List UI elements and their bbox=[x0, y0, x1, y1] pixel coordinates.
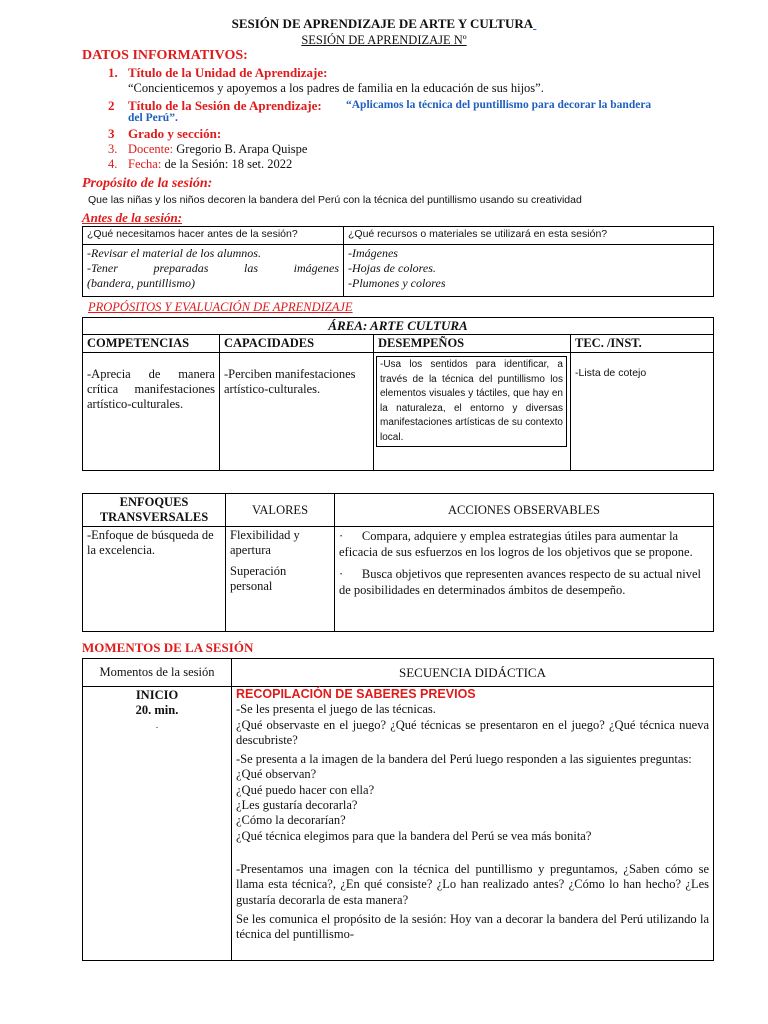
antes-col2-line: -Hojas de colores. bbox=[348, 261, 436, 275]
pregunta: ¿Les gustaría decorarla? bbox=[236, 798, 358, 813]
accion-text: Compara, adquiere y emplea estrategias útiles para aumentar la eficacia de sus esfuerzos en los logros de los objetivos que se propone. bbox=[339, 529, 693, 559]
accion-item bbox=[339, 566, 709, 598]
antes-col1-line: (bandera, puntillismo) bbox=[87, 276, 195, 290]
antes-col1-line: -Revisar el material de los alumnos. bbox=[87, 246, 261, 260]
pregunta: ¿Qué observan? bbox=[236, 767, 317, 782]
secuencia-paragraph: ¿Qué observaste en el juego? ¿Qué técnicas se presentaron en el juego? ¿Qué técnica nueva descubriste? bbox=[236, 717, 709, 747]
secuencia-paragraph: -Se presenta a la imagen de la bandera del Perú luego responden a las siguientes preguntas: bbox=[236, 752, 692, 767]
datos-item1-label: Título de la Unidad de Aprendizaje: bbox=[128, 65, 328, 80]
valor-item: Flexibilidad y apertura bbox=[230, 528, 300, 557]
bullet: · bbox=[339, 529, 344, 543]
antes-table bbox=[82, 226, 714, 297]
antes-heading: Antes de la sesión: bbox=[82, 210, 183, 225]
datos-item5 bbox=[128, 157, 292, 172]
col-capacidades: CAPACIDADES bbox=[220, 335, 374, 353]
momentos-heading: MOMENTOS DE LA SESIÓN bbox=[82, 640, 254, 655]
proposito-heading: Propósito de la sesión: bbox=[82, 176, 213, 191]
page-title-text: SESIÓN DE APRENDIZAJE DE ARTE Y CULTURA bbox=[231, 16, 534, 31]
saberes-previos-title: RECOPILACIÓN DE SABERES PREVIOS bbox=[236, 687, 476, 701]
datos-item1-value: “Concienticemos y apoyemos a los padres de familia en la educación de sus hijos”. bbox=[128, 81, 544, 95]
datos-item3-label: Grado y sección: bbox=[128, 126, 222, 141]
secuencia-paragraph: -Presentamos una imagen con la técnica del puntillismo y preguntamos, ¿Saben cómo se llama esta técnica?, ¿En qué consiste? ¿Lo han realizado antes? ¿Cómo lo han hecho? ¿Les gustaría decorarla de esta manera? bbox=[236, 861, 709, 907]
accion-item bbox=[339, 528, 709, 560]
bullet: · bbox=[339, 567, 344, 581]
accion-text: Busca objetivos que representen avances respecto de su actual nivel de posibilidades en determinados ámbitos de desempeño. bbox=[339, 567, 702, 597]
page-subtitle: SESIÓN DE APRENDIZAJE Nº bbox=[301, 33, 467, 47]
datos-item2-value-a: “Aplicamos la técnica del puntillismo para decorar la bandera bbox=[346, 99, 652, 111]
datos-item5-num: 4. bbox=[108, 157, 118, 171]
propositos-table bbox=[82, 317, 714, 471]
col-competencias: COMPETENCIAS bbox=[83, 335, 220, 353]
col-tec-inst: TEC. /INST. bbox=[571, 335, 714, 353]
col-momentos: Momentos de la sesión bbox=[83, 659, 232, 687]
desempeno-text: -Usa los sentidos para identificar, a través de la técnica del puntillismo los elementos visuales y táctiles, que hay en la naturaleza, el entorno y diversas manifestaciones artísticas de su contexto local. bbox=[376, 356, 567, 447]
inicio-time: 20. min. bbox=[135, 703, 179, 717]
col-acciones: ACCIONES OBSERVABLES bbox=[335, 494, 714, 527]
acciones-cell bbox=[335, 527, 714, 632]
secuencia-paragraph: -Se les presenta el juego de las técnicas. bbox=[236, 702, 436, 717]
datos-item3-num: 3 bbox=[108, 126, 115, 141]
antes-col2-head: ¿Qué recursos o materiales se utilizará en esta sesión? bbox=[344, 227, 714, 245]
docente-label: Docente: bbox=[128, 142, 174, 156]
datos-item4 bbox=[128, 142, 307, 157]
antes-col1-body bbox=[83, 245, 344, 297]
docente-value: Gregorio B. Arapa Quispe bbox=[176, 142, 308, 156]
col-enfoques: ENFOQUES TRANSVERSALES bbox=[83, 494, 226, 527]
pregunta: ¿Qué técnica elegimos para que la bandera del Perú se vea más bonita? bbox=[236, 828, 592, 843]
antes-col1-head: ¿Qué necesitamos hacer antes de la sesión? bbox=[83, 227, 344, 245]
competencia-cell: -Aprecia de manera crítica manifestaciones artístico-culturales. bbox=[83, 353, 220, 471]
tec-inst-cell: -Lista de cotejo bbox=[571, 353, 714, 471]
datos-item1-num: 1. bbox=[108, 65, 118, 80]
valor-item: Superación personal bbox=[230, 564, 287, 593]
inicio-dot: . bbox=[155, 720, 159, 730]
col-valores: VALORES bbox=[226, 494, 335, 527]
datos-item2-label: Título de la Sesión de Aprendizaje: bbox=[128, 98, 322, 113]
antes-col2-line: -Imágenes bbox=[348, 246, 398, 260]
enfoques-table bbox=[82, 493, 714, 632]
inicio-label: INICIO bbox=[135, 688, 179, 702]
area-title: ÁREA: ARTE CULTURA bbox=[83, 318, 714, 335]
momento-inicio-cell bbox=[83, 687, 232, 961]
capacidad-cell: -Perciben manifestaciones artístico-culturales. bbox=[220, 353, 374, 471]
antes-col2-line: -Plumones y colores bbox=[348, 276, 446, 290]
col-desempenos: DESEMPEÑOS bbox=[374, 335, 571, 353]
datos-item4-num: 3. bbox=[108, 142, 118, 156]
col-secuencia: SECUENCIA DIDÁCTICA bbox=[232, 659, 714, 687]
secuencia-paragraph: Se les comunica el propósito de la sesión: Hoy van a decorar la bandera del Perú utilizando la técnica del puntillismo- bbox=[236, 911, 709, 942]
datos-item2-num: 2 bbox=[108, 98, 115, 113]
secuencia-cell bbox=[232, 687, 714, 961]
fecha-value: de la Sesión: 18 set. 2022 bbox=[164, 157, 293, 171]
propositos-heading: PROPÓSITOS Y EVALUACIÓN DE APRENDIZAJE bbox=[88, 300, 353, 314]
desempeno-cell bbox=[374, 353, 571, 471]
pregunta: ¿Cómo la decorarían? bbox=[236, 813, 346, 828]
enfoque-cell: -Enfoque de búsqueda de la excelencia. bbox=[83, 527, 226, 632]
antes-col2-body bbox=[344, 245, 714, 297]
datos-item2-value-b: del Perú”. bbox=[128, 112, 178, 124]
valores-cell bbox=[226, 527, 335, 632]
page-title bbox=[0, 16, 768, 32]
fecha-label: Fecha: bbox=[128, 157, 162, 171]
proposito-text: Que las niñas y los niños decoren la bandera del Perú con la técnica del puntillismo usando su creatividad bbox=[88, 194, 582, 206]
datos-heading: DATOS INFORMATIVOS: bbox=[82, 48, 248, 63]
pregunta: ¿Qué puedo hacer con ella? bbox=[236, 782, 375, 797]
momentos-table bbox=[82, 658, 714, 961]
antes-col1-line: -Tener preparadas las imágenes bbox=[87, 261, 339, 275]
